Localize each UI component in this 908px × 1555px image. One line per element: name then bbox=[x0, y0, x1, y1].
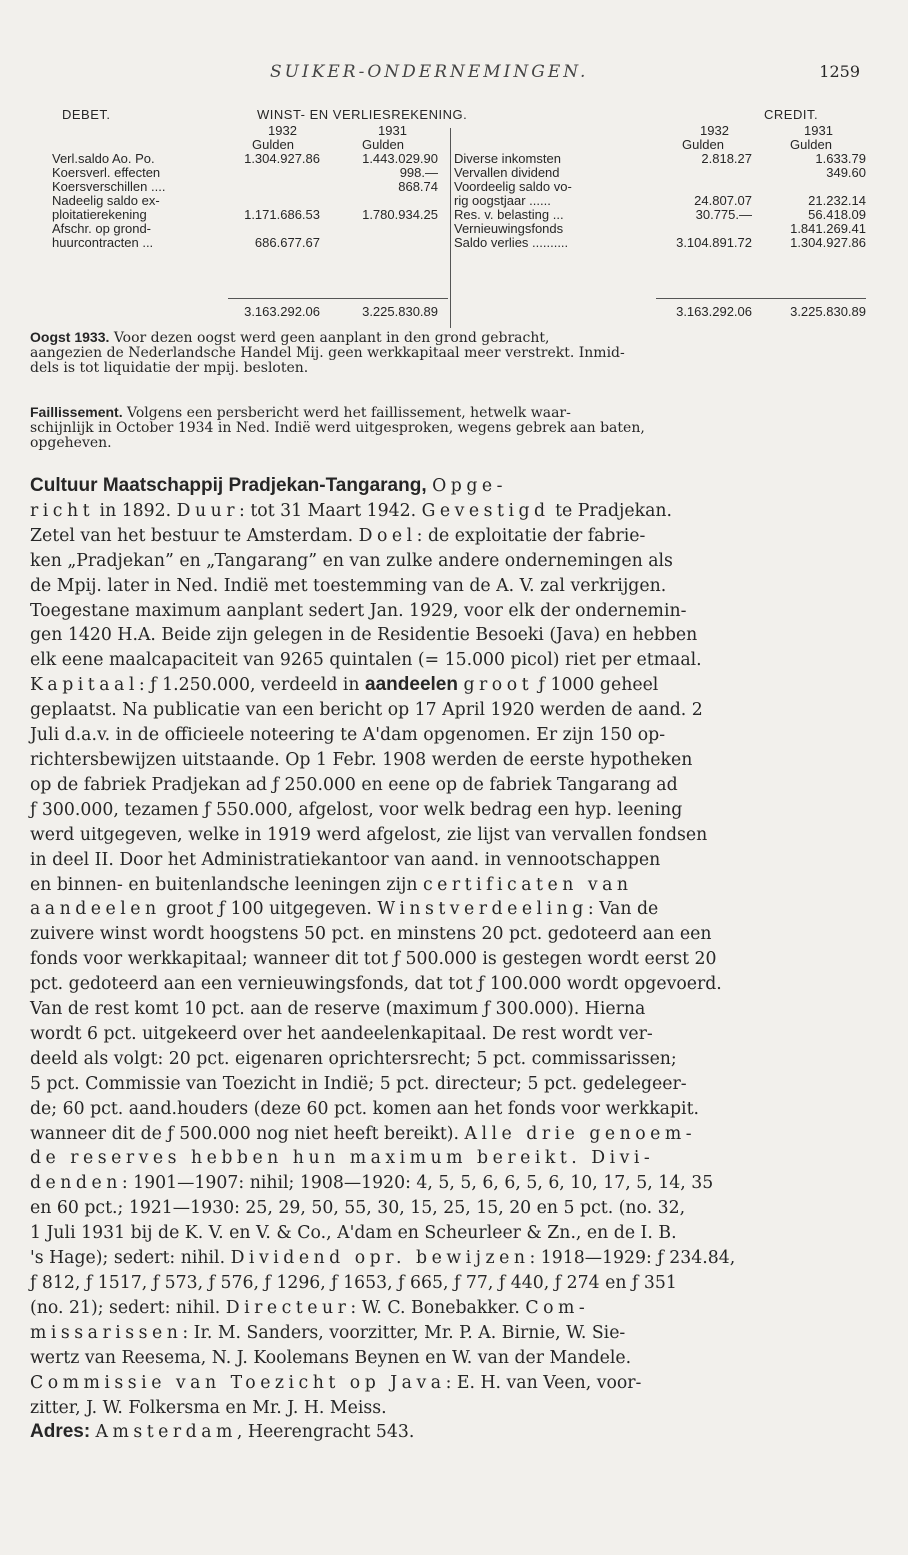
credit-row-label: rig oogstjaar ...... bbox=[454, 193, 551, 208]
text-segment: : 1901—1907: nihil; 1908—1920: 4, 5, 5, 6, 6, 5, 6, 10, 17, 5, 14, 35 bbox=[121, 1173, 714, 1194]
company-entry bbox=[30, 474, 875, 1445]
credit-row-value-1931: 56.418.09 bbox=[808, 207, 866, 222]
credit-row-value-1931: 21.232.14 bbox=[808, 193, 866, 208]
text-segment: : ƒ 1.250.000, verdeeld in bbox=[138, 675, 366, 696]
credit-labels bbox=[454, 152, 664, 250]
text-segment: : E. H. van Veen, voor- bbox=[445, 1372, 642, 1393]
debet-row-value-1932 bbox=[224, 194, 320, 208]
credit-year-1932: 1932 bbox=[700, 123, 729, 138]
text-line bbox=[30, 524, 875, 549]
credit-row-label: Saldo verlies .......... bbox=[454, 235, 569, 250]
text-segment: werd uitgegeven, welke in 1919 werd afgelost, zie lijst van vervallen fondsen bbox=[30, 824, 708, 845]
faillissement-line: schijnlijk in October 1934 in Ned. Indië werd uitgesproken, wegens gebrek aan baten, bbox=[30, 420, 645, 436]
debet-row-value-1931 bbox=[334, 222, 438, 236]
text-line bbox=[30, 1221, 875, 1246]
debet-label: DEBET. bbox=[62, 107, 111, 122]
account-title: WINST- EN VERLIESREKENING. bbox=[257, 107, 468, 122]
text-line bbox=[30, 673, 875, 698]
text-segment: 's Hage); sedert: nihil. bbox=[30, 1248, 231, 1269]
text-segment: , Heerengracht 543. bbox=[236, 1422, 415, 1443]
debet-row-value-1932: 1.304.927.86 bbox=[244, 151, 320, 166]
text-segment: ken „Pradjekan” en „Tangarang” en van zulke andere ondernemingen als bbox=[30, 550, 673, 571]
debet-row-label: Koersverl. effecten bbox=[52, 165, 161, 180]
debet-total-1931: 3.225.830.89 bbox=[362, 304, 438, 319]
text-segment: : W. C. Bonebakker. bbox=[350, 1297, 526, 1318]
text-line bbox=[30, 798, 875, 823]
credit-values-1931 bbox=[764, 152, 866, 250]
spaced-term: Dividend opr. bewijzen bbox=[230, 1248, 530, 1269]
text-segment: Van de rest komt 10 pct. aan de reserve (maximum ƒ 300.000). Hierna bbox=[30, 999, 646, 1020]
text-segment: en 60 pct.; 1921—1930: 25, 29, 50, 55, 30, 15, 25, 15, 20 en 5 pct. (no. 32, bbox=[30, 1198, 686, 1219]
spaced-term: denden bbox=[30, 1173, 122, 1194]
text-segment: te Pradjekan. bbox=[549, 500, 673, 521]
text-segment: : de exploitatie der fabrie- bbox=[416, 525, 646, 546]
credit-row-value-1932 bbox=[652, 166, 752, 180]
credit-values-1932 bbox=[652, 152, 752, 250]
spaced-term: Com- bbox=[525, 1297, 590, 1318]
debet-row-value-1931 bbox=[334, 194, 438, 208]
debet-row-label: Verl.saldo Ao. Po. bbox=[52, 151, 155, 166]
running-head bbox=[0, 62, 908, 86]
debet-row-label: Koersverschillen .... bbox=[52, 179, 166, 194]
faillissement-line: opgeheven. bbox=[30, 435, 112, 451]
debet-total-rule bbox=[228, 298, 448, 299]
credit-row-label: Vernieuwingsfonds bbox=[454, 221, 564, 236]
credit-row-value-1931: 1.841.269.41 bbox=[790, 221, 866, 236]
text-line bbox=[30, 499, 875, 524]
debet-row-value-1931: 1.443.029.90 bbox=[362, 151, 438, 166]
text-segment: gen 1420 H.A. Beide zijn gelegen in de Residentie Besoeki (Java) en hebben bbox=[30, 625, 698, 646]
debet-labels bbox=[52, 152, 230, 250]
spaced-term: Directeur bbox=[225, 1297, 351, 1318]
text-segment: zitter, J. W. Folkersma en Mr. J. H. Meiss. bbox=[30, 1397, 387, 1418]
text-line bbox=[30, 723, 875, 748]
text-segment: de; 60 pct. aand.houders (deze 60 pct. komen aan het fonds voor werkkapit. bbox=[30, 1098, 700, 1119]
debet-row-value-1932: 686.677.67 bbox=[254, 235, 320, 250]
debet-year-1932: 1932 bbox=[268, 123, 297, 138]
text-line bbox=[30, 599, 875, 624]
debet-row-value-1931: 868.74 bbox=[398, 179, 438, 194]
credit-row-value-1931: 1.633.79 bbox=[815, 151, 866, 166]
company-name: Cultuur Maatschappij Pradjekan-Tangarang, bbox=[30, 475, 427, 496]
spaced-term: Duur bbox=[176, 500, 240, 521]
text-segment: Zetel van het bestuur te Amsterdam. bbox=[30, 525, 359, 546]
text-line bbox=[30, 1396, 875, 1421]
text-segment: en binnen- en buitenlandsche leeningen zijn bbox=[30, 874, 423, 895]
credit-total-1932: 3.163.292.06 bbox=[676, 304, 752, 319]
oogst-line: aangezien de Nederlandsche Handel Mij. geen werkkapitaal meer verstrekt. Inmid- bbox=[30, 345, 625, 361]
text-line bbox=[30, 648, 875, 673]
debet-row-label: huurcontracten ... bbox=[52, 235, 154, 250]
bold-term: aandeelen bbox=[365, 674, 458, 696]
text-segment: ƒ 300.000, tezamen ƒ 550.000, afgelost, voor welk bedrag een hyp. leening bbox=[30, 799, 683, 820]
spaced-term: Gevestigd bbox=[421, 500, 550, 521]
text-segment: fonds voor werkkapitaal; wanneer dit tot ƒ 500.000 is gestegen wordt eerst 20 bbox=[30, 949, 717, 970]
text-line bbox=[30, 1196, 875, 1221]
text-segment: in 1892. bbox=[94, 500, 177, 521]
debet-row-label: Nadeelig saldo ex- bbox=[52, 193, 160, 208]
debet-year-1931: 1931 bbox=[378, 123, 407, 138]
debet-row-value-1932 bbox=[224, 180, 320, 194]
oogst-line: Voor dezen oogst werd geen aanplant in den grond gebracht, bbox=[113, 330, 550, 346]
running-title: SUIKER-ONDERNEMINGEN. bbox=[270, 62, 589, 82]
text-line bbox=[30, 698, 875, 723]
text-line bbox=[30, 748, 875, 773]
debet-total-1932: 3.163.292.06 bbox=[244, 304, 320, 319]
text-segment: pct. gedoteerd aan een vernieuwingsfonds, dat tot ƒ 100.000 wordt opgevoerd. bbox=[30, 974, 722, 995]
spaced-term: aandeelen bbox=[30, 899, 161, 920]
faillissement-line: Volgens een persbericht werd het faillissement, hetwelk waar- bbox=[127, 405, 571, 421]
text-line bbox=[30, 997, 875, 1022]
spaced-term: certificaten van bbox=[422, 874, 633, 895]
spaced-term: Alle drie genoem- bbox=[464, 1123, 697, 1144]
debet-unit-1931: Gulden bbox=[362, 137, 404, 152]
text-line bbox=[30, 823, 875, 848]
text-segment: richtersbewijzen uitstaande. Op 1 Febr. 1908 werden de eerste hypotheken bbox=[30, 749, 693, 770]
text-line bbox=[30, 1371, 875, 1396]
credit-unit-1931: Gulden bbox=[790, 137, 832, 152]
credit-total-1931: 3.225.830.89 bbox=[790, 304, 866, 319]
credit-row-label: Diverse inkomsten bbox=[454, 151, 561, 166]
text-segment: ƒ 812, ƒ 1517, ƒ 573, ƒ 576, ƒ 1296, ƒ 1653, ƒ 665, ƒ 77, ƒ 440, ƒ 274 en ƒ 351 bbox=[30, 1273, 677, 1293]
credit-row-label: Voordeelig saldo vo- bbox=[454, 179, 572, 194]
text-line bbox=[30, 922, 875, 947]
oogst-label: Oogst 1933. bbox=[30, 329, 110, 345]
spaced-term: Amsterdam bbox=[95, 1422, 237, 1443]
text-segment: wordt 6 pct. uitgekeerd over het aandeelenkapitaal. De rest wordt ver- bbox=[30, 1023, 653, 1044]
text-line bbox=[30, 1271, 875, 1296]
debet-row-value-1932: 1.171.686.53 bbox=[244, 207, 320, 222]
debet-row-label: Afschr. op grond- bbox=[52, 221, 151, 236]
text-segment: deeld als volgt: 20 pct. eigenaren oprichtersrecht; 5 pct. commissarissen; bbox=[30, 1048, 677, 1069]
text-line bbox=[30, 1296, 875, 1321]
text-line bbox=[30, 1122, 875, 1147]
credit-row-value-1932: 24.807.07 bbox=[694, 193, 752, 208]
text-segment: 1 Juli 1931 bij de K. V. en V. & Co., A'dam en Scheurleer & Zn., en de I. B. bbox=[30, 1223, 677, 1244]
text-segment: ƒ 1000 geheel bbox=[533, 675, 659, 696]
text-segment: : Van de bbox=[587, 899, 659, 920]
debet-row-value-1932 bbox=[224, 166, 320, 180]
oogst-line: dels is tot liquidatie der mpij. besloten. bbox=[30, 360, 309, 376]
text-line bbox=[30, 1146, 875, 1171]
credit-row-value-1931: 349.60 bbox=[826, 165, 866, 180]
text-line bbox=[30, 1420, 875, 1445]
text-segment: wertz van Reesema, N. J. Koolemans Beynen en W. van der Mandele. bbox=[30, 1347, 632, 1368]
text-line bbox=[30, 773, 875, 798]
debet-row-label: ploitatierekening bbox=[52, 207, 147, 222]
debet-values-1932 bbox=[224, 152, 320, 250]
credit-label: CREDIT. bbox=[764, 107, 819, 122]
debet-row-value-1931: 998.— bbox=[399, 165, 438, 180]
text-line bbox=[30, 1171, 875, 1196]
column-divider bbox=[450, 128, 451, 328]
text-segment: elk eene maalcapaciteit van 9265 quintalen (= 15.000 picol) riet per etmaal. bbox=[30, 650, 702, 671]
text-line bbox=[30, 1047, 875, 1072]
text-line bbox=[30, 897, 875, 922]
faillissement-paragraph bbox=[30, 405, 875, 451]
text-segment: Juli d.a.v. in de officieele noteering te A'dam opgenomen. Er zijn 150 op- bbox=[30, 725, 666, 746]
text-segment: in deel II. Door het Administratiekantoor van aand. in vennootschappen bbox=[30, 849, 661, 870]
credit-row-value-1931 bbox=[764, 180, 866, 194]
text-line bbox=[30, 574, 875, 599]
text-line bbox=[30, 1246, 875, 1271]
spaced-term: richt bbox=[30, 500, 95, 521]
text-segment: Toegestane maximum aanplant sedert Jan. 1929, voor elk der ondernemin- bbox=[30, 600, 687, 621]
credit-total-rule bbox=[656, 298, 866, 299]
spaced-term: Kapitaal bbox=[30, 675, 139, 696]
text-segment: : Ir. M. Sanders, voorzitter, Mr. P. A. Birnie, W. Sie- bbox=[182, 1322, 626, 1343]
text-line bbox=[30, 848, 875, 873]
oogst-paragraph bbox=[30, 330, 875, 376]
text-segment: zuivere winst wordt hoogstens 50 pct. en minstens 20 pct. gedoteerd aan een bbox=[30, 924, 712, 945]
spaced-term: Winstverdeeling bbox=[377, 899, 588, 920]
credit-row-value-1932 bbox=[652, 222, 752, 236]
text-line bbox=[30, 873, 875, 898]
credit-row-value-1932 bbox=[652, 180, 752, 194]
credit-row-label: Vervallen dividend bbox=[454, 165, 560, 180]
text-segment: groot ƒ 100 uitgegeven. bbox=[160, 899, 378, 920]
text-line bbox=[30, 1346, 875, 1371]
text-line bbox=[30, 549, 875, 574]
credit-row-label: Res. v. belasting ... bbox=[454, 207, 564, 222]
credit-row-value-1932: 2.818.27 bbox=[701, 151, 752, 166]
faillissement-label: Faillissement. bbox=[30, 404, 123, 420]
debet-row-value-1931: 1.780.934.25 bbox=[362, 207, 438, 222]
text-line bbox=[30, 623, 875, 648]
spaced-term: Doel bbox=[358, 525, 417, 546]
text-line bbox=[30, 1072, 875, 1097]
text-segment: 5 pct. Commissie van Toezicht in Indië; 5 pct. directeur; 5 pct. gedelegeer- bbox=[30, 1073, 687, 1094]
text-segment: : tot 31 Maart 1942. bbox=[239, 500, 422, 521]
bold-term: Adres: bbox=[30, 1421, 96, 1443]
text-line bbox=[30, 947, 875, 972]
spaced-term: de reserves hebben hun maximum bereikt. Divi- bbox=[30, 1148, 655, 1169]
text-line bbox=[30, 972, 875, 997]
debet-row-value-1932 bbox=[224, 222, 320, 236]
text-segment: wanneer dit de ƒ 500.000 nog niet heeft bereikt). bbox=[30, 1123, 465, 1144]
debet-values-1931 bbox=[334, 152, 438, 250]
credit-year-1931: 1931 bbox=[804, 123, 833, 138]
credit-row-value-1931: 1.304.927.86 bbox=[790, 235, 866, 250]
text-segment: de Mpij. later in Ned. Indië met toestemming van de A. V. zal verkrijgen. bbox=[30, 575, 667, 596]
spaced-term: groot bbox=[463, 675, 534, 696]
spaced-term: Opge- bbox=[432, 476, 507, 496]
text-segment: geplaatst. Na publicatie van een bericht op 17 April 1920 werden de aand. 2 bbox=[30, 700, 703, 721]
credit-unit-1932: Gulden bbox=[682, 137, 724, 152]
text-line bbox=[30, 1097, 875, 1122]
text-line bbox=[30, 1022, 875, 1047]
text-segment: op de fabriek Pradjekan ad ƒ 250.000 en eene op de fabriek Tangarang ad bbox=[30, 774, 678, 795]
text-segment: (no. 21); sedert: nihil. bbox=[30, 1297, 226, 1318]
debet-unit-1932: Gulden bbox=[252, 137, 294, 152]
text-segment: : 1918—1929: ƒ 234.84, bbox=[529, 1248, 736, 1269]
credit-row-value-1932: 30.775.— bbox=[695, 207, 752, 222]
spaced-term: missarissen bbox=[30, 1322, 183, 1343]
credit-row-value-1932: 3.104.891.72 bbox=[676, 235, 752, 250]
profit-loss-account bbox=[52, 108, 867, 330]
debet-row-value-1931 bbox=[334, 236, 438, 250]
page-number: 1259 bbox=[819, 62, 860, 81]
text-line bbox=[30, 1321, 875, 1346]
spaced-term: Commissie van Toezicht op Java bbox=[30, 1372, 446, 1393]
text-line bbox=[30, 474, 875, 499]
